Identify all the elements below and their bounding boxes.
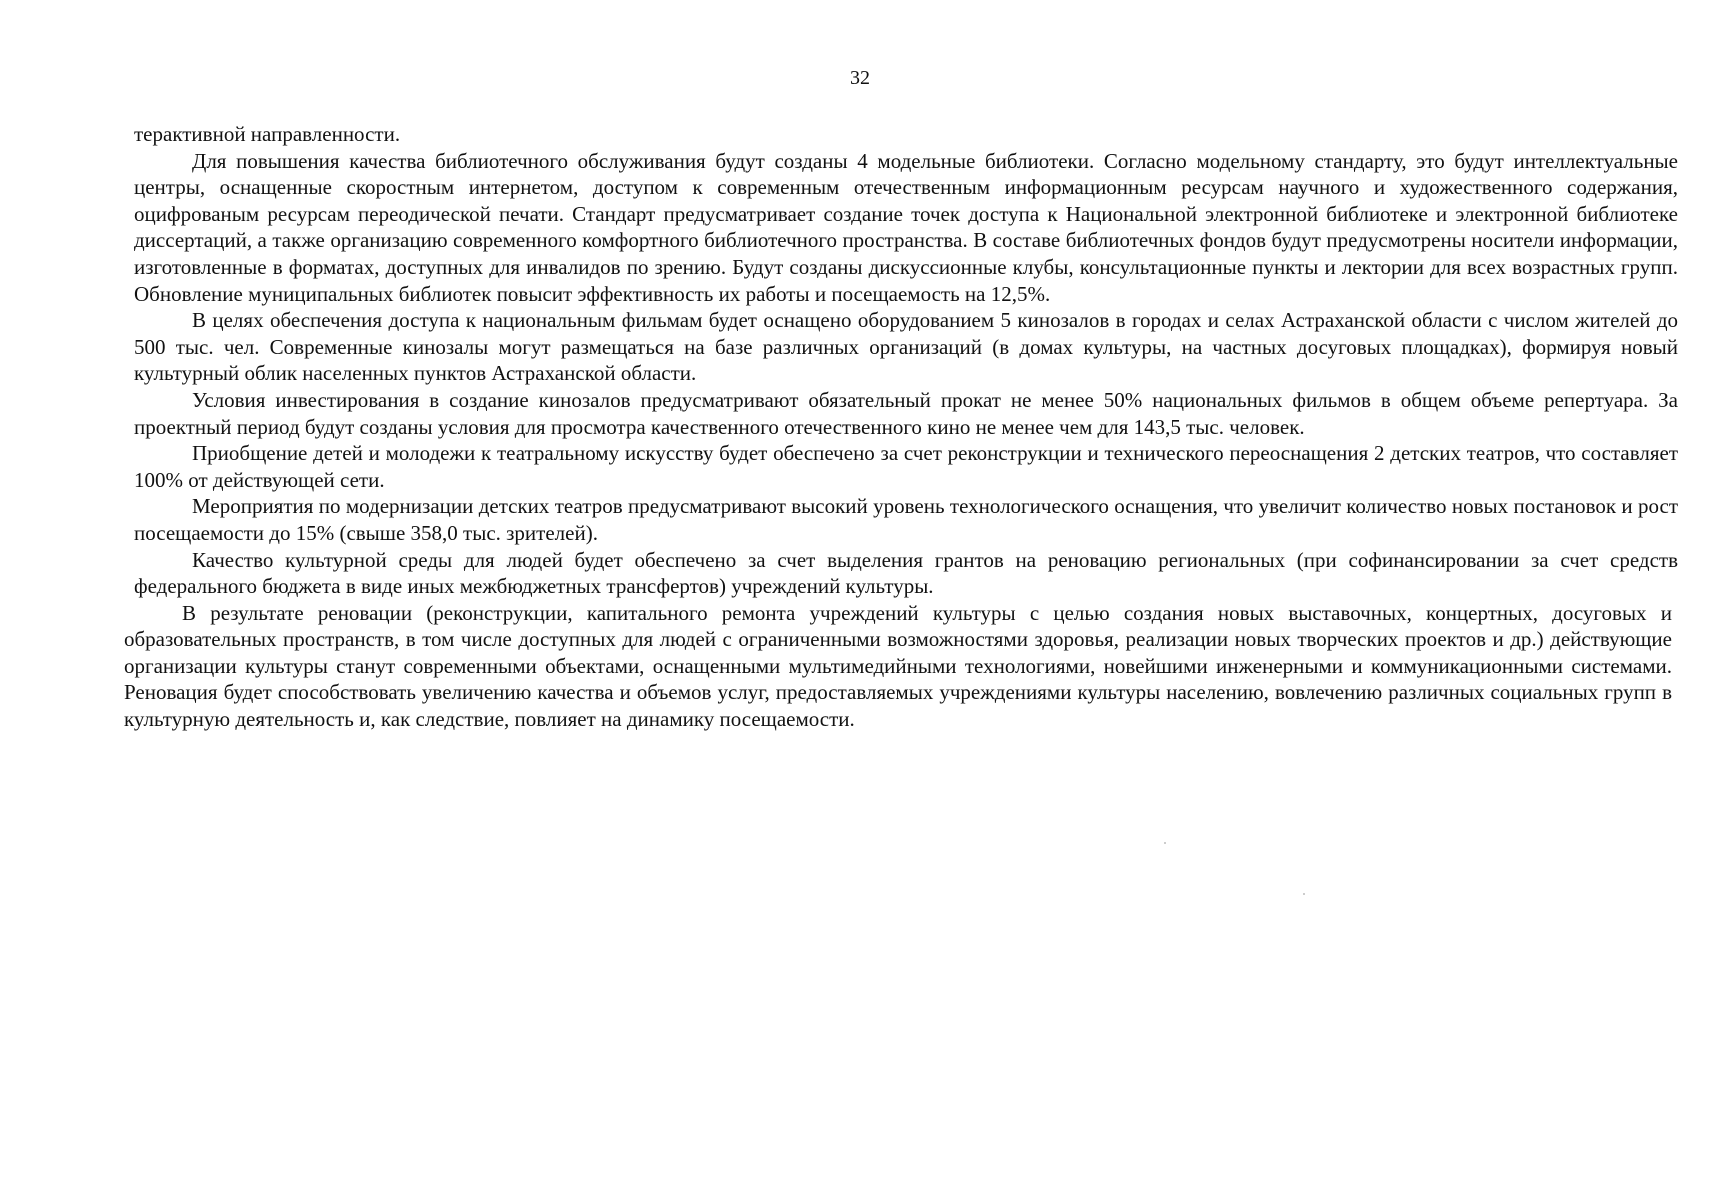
paragraph-cinema-halls: В целях обеспечения доступа к национальным фильмам будет оснащено оборудованием 5 кинозалов в городах и селах Астраханской области с числом жителей до 500 тыс. чел. Современные кинозалы могут размещаться на базе различных организаций (в домах культуры, на частных досуговых площадках), формируя новый культурный облик населенных пунктов Астраханской области.: [134, 308, 1678, 386]
document-body: [124, 121, 1678, 733]
paragraph-investment-conditions: Условия инвестирования в создание кинозалов предусматривают обязательный прокат не менее 50% национальных фильмов в общем объеме репертуара. За проектный период будут созданы условия для просмотра качественного отечественного кино не менее чем для 143,5 тыс. человек.: [134, 387, 1678, 439]
paragraph-theatre-modernization: Мероприятия по модернизации детских театров предусматривают высокий уровень технологического оснащения, что увеличит количество новых постановок и рост посещаемости до 15% (свыше 358,0 тыс. зрителей).: [134, 494, 1678, 545]
page-number: 32: [850, 67, 870, 89]
paragraph-continuation: терактивной направленности.: [134, 122, 401, 146]
paragraph-cultural-environment: Качество культурной среды для людей будет обеспечено за счет выделения грантов на реновацию региональных (при софинансировании за счет средств федерального бюджета в виде иных межбюджетных трансфертов) учреждений культуры.: [134, 547, 1678, 599]
scan-speck: [1164, 842, 1166, 844]
paragraph-renovation-results: В результате реновации (реконструкции, капитального ремонта учреждений культуры с целью создания новых выставочных, концертных, досуговых и образовательных пространств, в том числе доступных для людей с ограниченными возможностями здоровья, реализации новых творческих проектов и др.) действующие организации культуры станут современными объектами, оснащенными мультимедийными технологиями, новейшими инженерными и коммуникационными системами. Реновация будет способствовать увеличению качества и объемов услуг, предоставляемых учреждениями культуры населению, вовлечению различных социальных групп в культурную деятельность и, как следствие, повлияет на динамику посещаемости.: [124, 600, 1672, 732]
paragraph-children-theatres: Приобщение детей и молодежи к театральному искусству будет обеспечено за счет реконструкции и технического переоснащения 2 детских театров, что составляет 100% от действующей сети.: [134, 441, 1678, 492]
paragraph-model-libraries: Для повышения качества библиотечного обслуживания будут созданы 4 модельные библиотеки. Согласно модельному стандарту, это будут интеллектуальные центры, оснащенные скоростным интернетом, доступом к современным отечественным информационным ресурсам научного и художественного содержания, оцифрованым ресурсам переодической печати. Стандарт предусматривает создание точек доступа к Национальной электронной библиотеке и электронной библиотеке диссертаций, а также организацию современного комфортного библиотечного пространства. В составе библиотечных фондов будут предусмотрены носители информации, изготовленные в форматах, доступных для инвалидов по зрению. Будут созданы дискуссионные клубы, консультационные пункты и лектории для всех возрастных групп. Обновление муниципальных библиотек повысит эффективность их работы и посещаемость на 12,5%.: [134, 148, 1678, 306]
scan-speck: [1303, 893, 1305, 895]
